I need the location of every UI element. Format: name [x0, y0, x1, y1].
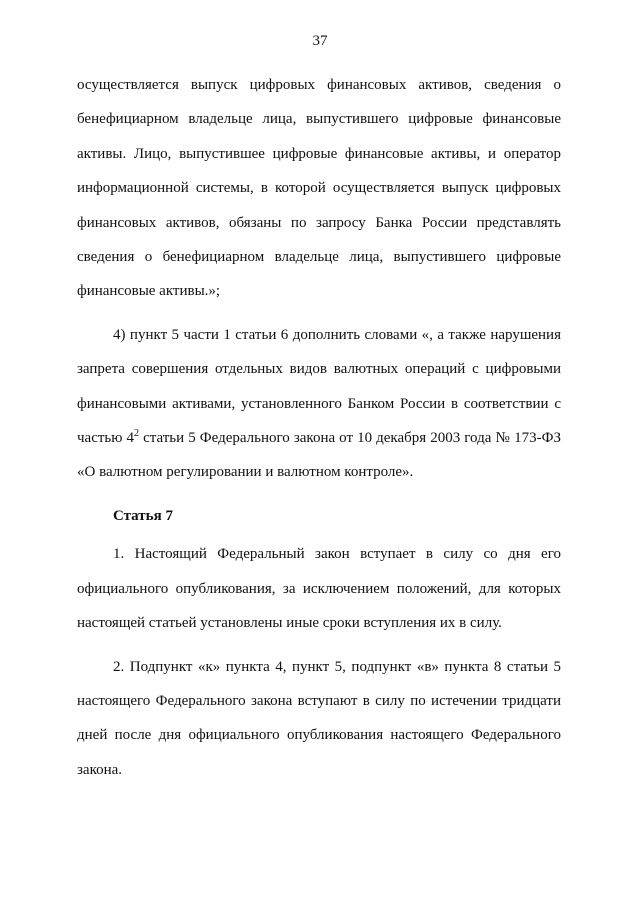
paragraph-item-4 [77, 318, 561, 490]
paragraph-continuation: осуществляется выпуск цифровых финансовых активов, сведения о бенефициарном владельце лица, выпустившего цифровые финансовые активы. Лицо, выпустившее цифровые финансовые активы, и оператор информационной системы, в которой осуществляется выпуск цифровых финансовых активов, обязаны по запросу Банка России представлять сведения о бенефициарном владельце лица, выпустившего цифровые финансовые активы.»; [77, 77, 561, 300]
document-body [77, 68, 561, 787]
article-heading: Статья 7 [113, 507, 173, 524]
paragraph-article-7-part-2: 2. Подпункт «к» пункта 4, пункт 5, подпункт «в» пункта 8 статьи 5 настоящего Федерального закона вступают в силу по истечении тридцати дней после дня официального опубликования настоящего Федерального закона. [77, 658, 561, 778]
paragraph-article-7-part-1: 1. Настоящий Федеральный закон вступает в силу со дня его официального опубликования, за исключением положений, для которых настоящей статьей установлены иные сроки вступления их в силу. [77, 546, 561, 632]
paragraph-item-4-text-start: 4) пункт 5 части 1 статьи 6 дополнить словами «, а также нарушения запрета совершения отдельных видов валютных операций с цифровыми финансовыми активами, установленного Банком России в соответствии с частью 4 [77, 326, 561, 447]
superscript: 2 [134, 428, 140, 440]
page-number: 37 [312, 33, 328, 49]
paragraph-item-4-text-end: статьи 5 Федерального закона от 10 декабря 2003 года № 173-ФЗ «О валютном регулировании и валютном контроле». [77, 430, 561, 481]
